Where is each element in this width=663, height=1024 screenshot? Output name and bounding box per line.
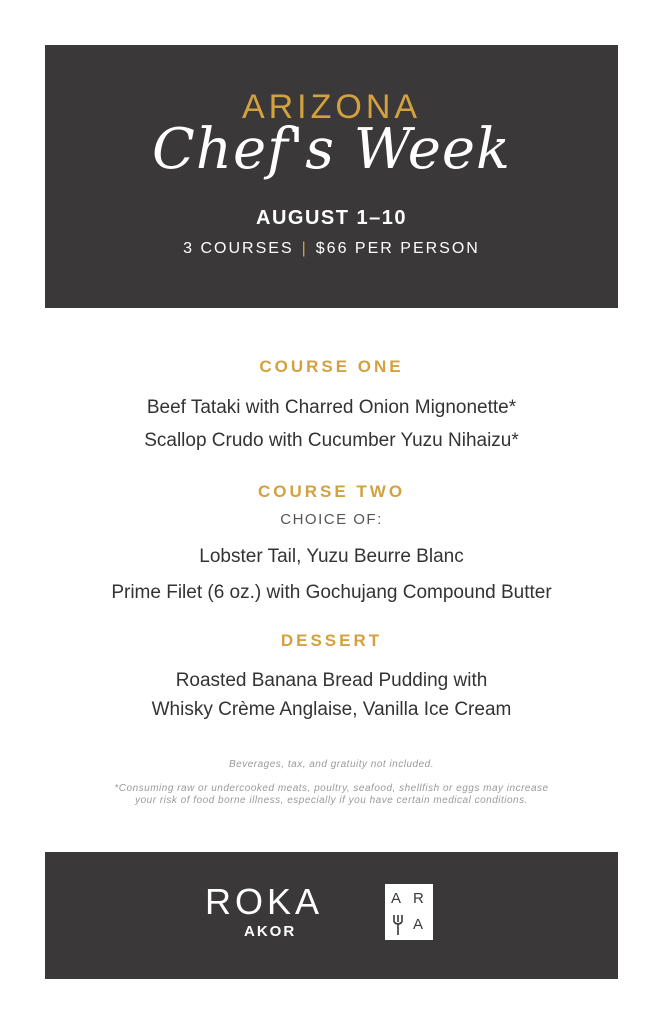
ara-letter: R [413, 890, 425, 907]
fork-icon [392, 914, 404, 936]
price: $66 PER PERSON [315, 240, 480, 257]
arizona-heading: ARIZONA [241, 88, 422, 126]
course-two-title: COURSE TWO [257, 482, 406, 501]
separator: | [301, 240, 308, 257]
course-one-item: Scallop Crudo with Cucumber Yuzu Nihaizu* [144, 430, 519, 451]
ara-logo [385, 884, 433, 940]
course-one-item: Beef Tataki with Charred Onion Mignonette* [146, 397, 517, 418]
ara-letter: A [391, 890, 403, 907]
dessert-line: Whisky Crème Anglaise, Vanilla Ice Cream [151, 699, 512, 720]
roka-logo: ROKA [205, 881, 324, 922]
course-one-title: COURSE ONE [259, 357, 404, 376]
chefs-week-script-title: Chef's Week [152, 117, 511, 182]
ara-letter: A [413, 916, 425, 933]
course-two-item: Lobster Tail, Yuzu Beurre Blanc [199, 546, 464, 567]
course-two-item: Prime Filet (6 oz.) with Gochujang Compound Butter [111, 582, 552, 603]
courses-count: 3 COURSES [183, 240, 294, 257]
price-line [0, 240, 663, 258]
choice-of-label: CHOICE OF: [280, 511, 383, 528]
dessert-title: DESSERT [280, 631, 383, 650]
health-warning-line: *Consuming raw or undercooked meats, poultry, seafood, shellfish or eggs may increase [114, 783, 549, 794]
akor-logo: AKOR [244, 923, 297, 940]
footer-panel [45, 852, 618, 979]
beverages-note: Beverages, tax, and gratuity not included. [228, 759, 434, 770]
health-warning-line: your risk of food borne illness, especially if you have certain medical conditions. [135, 795, 528, 806]
dessert-line: Roasted Banana Bread Pudding with [175, 670, 488, 691]
event-dates: AUGUST 1–10 [256, 207, 407, 229]
